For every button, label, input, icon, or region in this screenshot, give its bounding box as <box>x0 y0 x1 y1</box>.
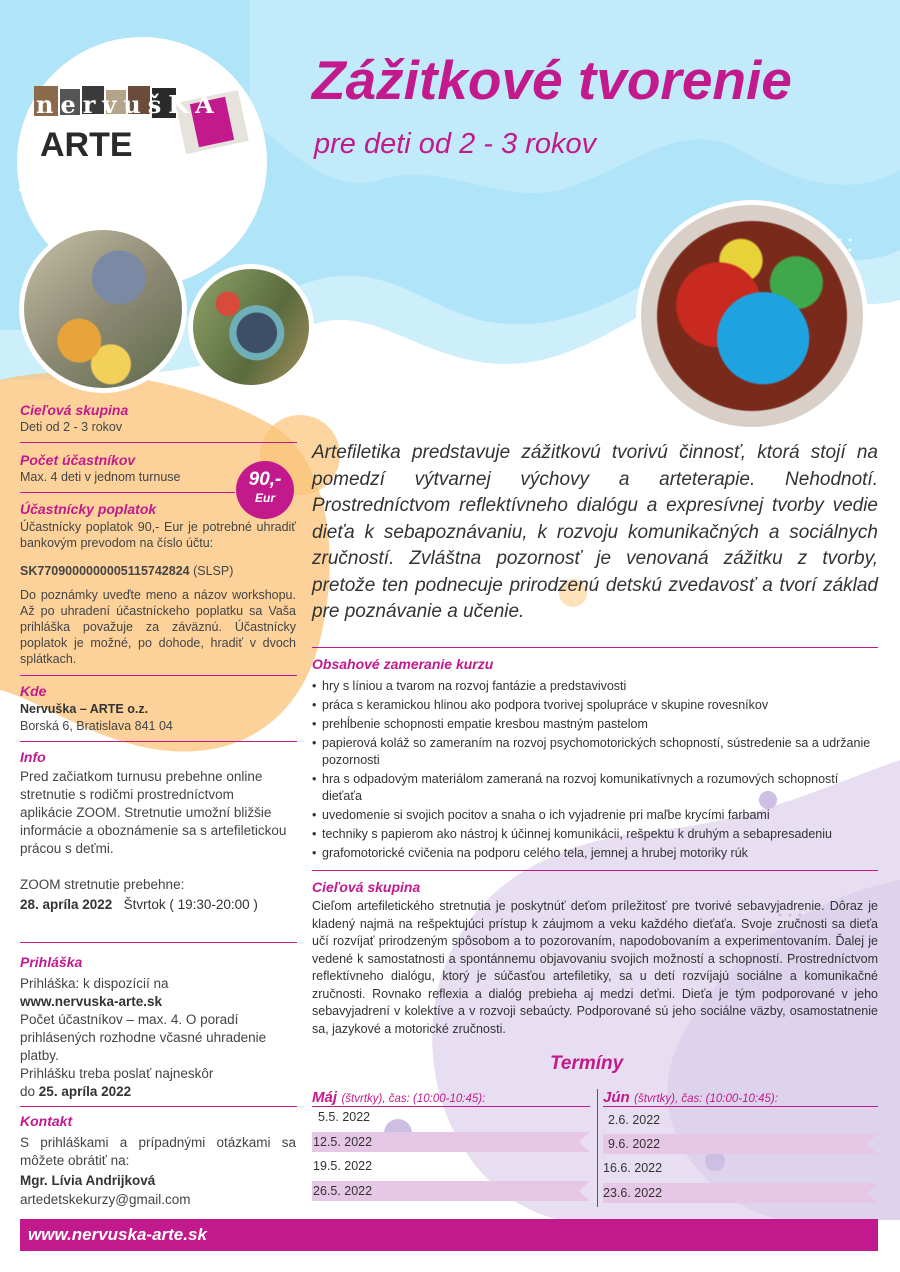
sidebar-info-zoom: ZOOM stretnutie prebehne: <box>20 877 185 892</box>
june-month: Jún <box>603 1089 630 1106</box>
june-header <box>603 1089 778 1107</box>
may-note: (štvrtky), čas: (10:00-10:45): <box>341 1093 486 1105</box>
photo-paint-palette <box>636 200 868 432</box>
application-line2: Počet účastníkov – max. 4. O poradí prihlásených rozhodne včasné uhradenie platby. <box>20 1012 267 1063</box>
sidebar-contact-title: Kontakt <box>20 1113 73 1129</box>
divider <box>603 1106 878 1107</box>
sidebar-fee-note: Do poznámky uveďte meno a názov workshopu. Až po uhradení účastníckeho poplatku sa Vaša prihláška považuje za záväznú. Účastnícky poplatok je možné, po dohode, hradiť v dvoch splátkach. <box>20 588 296 666</box>
intro-paragraph: Artefiletika predstavuje zážitkovú tvorivú činnosť, ktorá stojí na pomedzí výtvarnej výchovy a arteterapie. Nehodnotí. Prostredníctvom reflektívneho dialógu a expresívnej tvorby vedie dieťa k sebapoznávaniu, k rozvoju komunikačných a sociálnych zručností. Zvláštna pozornosť je venovaná zážitku z tvorby, pretože ten podnecuje prirodzenú detskú zvedavosť a tvorí základ pre poznávanie a učenie. <box>312 442 878 622</box>
may-date: 26.5. 2022 <box>313 1184 373 1198</box>
content-focus-item: • práca s keramickou hlinou ako podpora tvorivej spolupráce v skupine rovesníkov <box>312 697 878 714</box>
sidebar-where-address: Borská 6, Bratislava 841 04 <box>20 719 173 733</box>
application-line3: Prihlášku treba poslať najneskôr <box>20 1066 214 1081</box>
logo <box>34 86 254 166</box>
application-line1: Prihláška: k dispozícií na <box>20 976 169 991</box>
sidebar-target-title: Cieľová skupina <box>20 402 129 418</box>
photo-children-crafting <box>19 225 187 393</box>
divider <box>20 942 297 943</box>
page-subtitle: pre deti od 2 - 3 rokov <box>314 128 597 160</box>
divider <box>312 870 878 871</box>
content-focus-title: Obsahové zameranie kurzu <box>312 656 494 672</box>
divider <box>20 675 297 676</box>
june-date: 23.6. 2022 <box>603 1186 663 1200</box>
content-focus-item: • techniky s papierom ako nástroj k účinnej komunikácii, rešpektu k druhým a sebapresadeniu <box>312 826 878 843</box>
content-focus-item: • hry s líniou a tvarom na rozvoj fantázie a predstavivosti <box>312 678 878 695</box>
sidebar-application-block <box>20 975 290 1101</box>
deadline-date: 25. apríla 2022 <box>38 1084 132 1099</box>
may-date: 5.5. 2022 <box>318 1110 371 1124</box>
divider <box>20 492 235 493</box>
sidebar-info-text: Pred začiatkom turnusu prebehne online stretnutie s rodičmi prostredníctvom aplikácie ZOOM. Stretnutie umožní bližšie informácie a oboznámenie sa s artefiletickou prácou s deťmi. <box>20 769 287 856</box>
sidebar-fee-text: Účastnícky poplatok 90,- Eur je potrebné uhradiť bankovým prevodom na číslo účtu: <box>20 520 296 550</box>
photo-paint-jar <box>188 264 314 390</box>
content-focus-item: • uvedomenie si svojich pocitov a snaha o ich vyjadrenie pri maľbe krycími farbami <box>312 807 878 824</box>
logo-arte: ARTE <box>40 126 133 164</box>
sidebar-info-datetime <box>20 897 258 912</box>
sidebar-target-text: Deti od 2 - 3 rokov <box>20 420 123 434</box>
bank: (SLSP) <box>193 564 234 578</box>
divider <box>312 647 878 648</box>
june-date: 9.6. 2022 <box>608 1137 661 1151</box>
footer-bar <box>20 1219 878 1251</box>
content-focus-item: • grafomotorické cvičenia na podporu celého tela, jemnej a hrubej motoriky rúk <box>312 845 878 862</box>
deadline-prefix: do <box>20 1084 36 1099</box>
page-title: Zážitkové tvorenie <box>312 49 792 111</box>
june-date: 2.6. 2022 <box>608 1113 661 1127</box>
price-unit: Eur <box>254 491 275 505</box>
target-group-text: Cieľom artefiletického stretnutia je poskytnúť deťom príležitosť pre tvorivé sebavyjadrenie. Dôraz je kladený najmä na rešpektujúci prístup k záujmom a veku každého dieťaťa. Svoje zručnosti sa dieťa učí rozvíjať prirodzeným spôsobom a to pozorovaním, napodobovaním a experimentovaním. Ďalej je vedené k samostatnosti a spontánnemu objavovaniu svojich možností a schopností. Prostredníctvom reflektívneho dialógu, ktorý je súčasťou artefiletiky, sa u detí rozvíjajú sociálne a komunikačné zručnosti. Rovnako reflexia a dialóg prebieha aj medzi deťmi. Dieťa je tým podporované v jeho sebavyjadrení v kolektíve a v rozvoji sebaúcty. Podporované sú jeho sociálne väzby, osamostatnenie sa, jazykové a motorické zručnosti. <box>312 899 878 1036</box>
may-date: 12.5. 2022 <box>313 1135 373 1149</box>
may-month: Máj <box>312 1089 338 1106</box>
sidebar-fee-title: Účastnícky poplatok <box>20 501 157 517</box>
footer-url[interactable]: www.nervuska-arte.sk <box>28 1225 207 1244</box>
content-focus-item: • hra s odpadovým materiálom zameraná na rozvoj komunikatívnych a rozumových schopností dieťaťa <box>312 771 878 805</box>
content-focus-item: • papierová koláž so zameraním na rozvoj psychomotorických schopností, sústredenie sa a udržanie pozornosti <box>312 735 878 769</box>
divider <box>20 741 297 742</box>
target-group-title: Cieľová skupina <box>312 879 421 895</box>
sidebar-contact-text: S prihláškami a prípadnými otázkami sa môžete obrátiť na: <box>20 1135 296 1168</box>
june-note: (štvrtky), čas: (10:00-10:45): <box>634 1093 778 1105</box>
sidebar-fee-account <box>20 563 233 579</box>
logo-letters: nervušKA <box>36 90 221 119</box>
iban: SK7709000000005115742824 <box>20 564 190 578</box>
content-focus-list <box>312 678 878 864</box>
sidebar-application-title: Prihláška <box>20 954 83 970</box>
may-header <box>312 1089 485 1107</box>
schedule-title: Termíny <box>550 1053 624 1074</box>
sidebar-where-org: Nervuška – ARTE o.z. <box>20 702 149 716</box>
contact-name: Mgr. Lívia Andrijková <box>20 1173 156 1188</box>
divider <box>20 442 297 443</box>
price-amount: 90,- <box>248 469 282 490</box>
price-badge <box>236 461 294 519</box>
sidebar-participants-text: Max. 4 deti v jednom turnuse <box>20 470 181 484</box>
zoom-day: Štvrtok ( 19:30-20:00 ) <box>123 897 258 912</box>
sidebar-info-title: Info <box>20 749 46 765</box>
zoom-date: 28. apríla 2022 <box>20 897 113 912</box>
application-url[interactable]: www.nervuska-arte.sk <box>20 994 163 1009</box>
divider <box>20 1106 297 1107</box>
june-date: 16.6. 2022 <box>603 1161 663 1175</box>
contact-email[interactable]: artedetskekurzy@gmail.com <box>20 1192 191 1207</box>
application-deadline <box>20 1083 290 1101</box>
sidebar-where-title: Kde <box>20 683 47 699</box>
content-focus-item: • prehĺbenie schopnosti empatie kresbou mastným pastelom <box>312 716 878 733</box>
may-date: 19.5. 2022 <box>313 1159 373 1173</box>
column-divider <box>597 1089 598 1207</box>
sidebar-participants-title: Počet účastníkov <box>20 452 136 468</box>
